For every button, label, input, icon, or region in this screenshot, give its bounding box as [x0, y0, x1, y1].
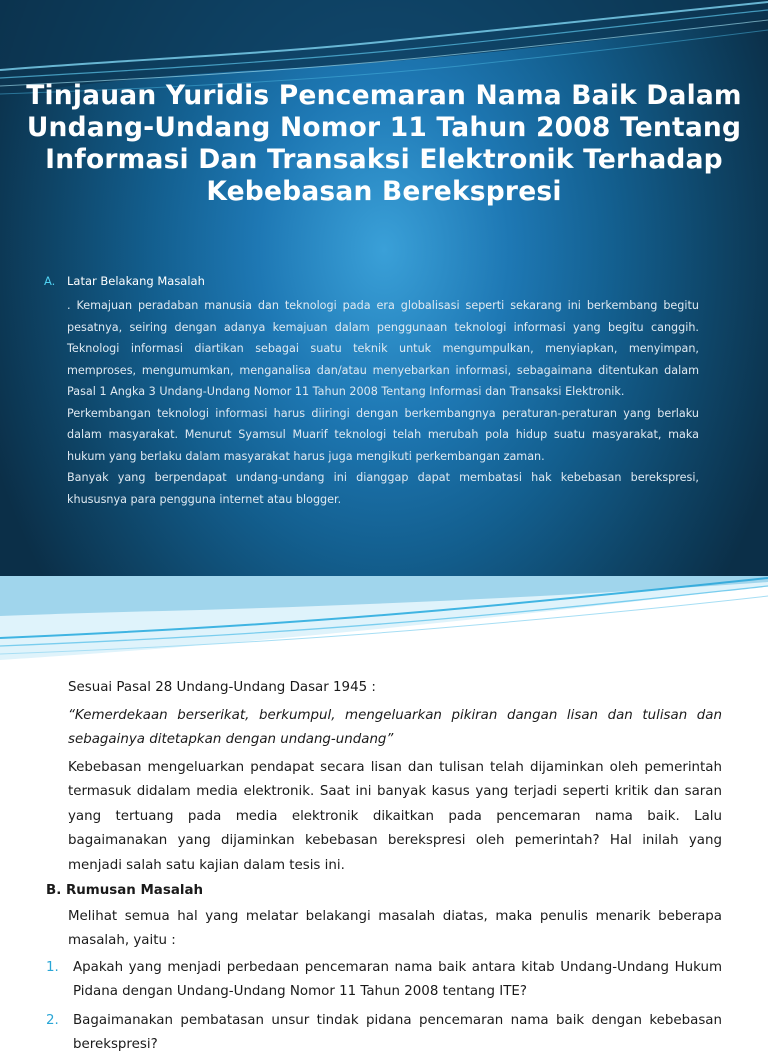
wave-decoration-top: [0, 576, 768, 666]
section-heading-a: [44, 274, 205, 288]
paragraph: Kebebasan mengeluarkan pendapat secara lisan dan tulisan telah dijaminkan oleh pemerintah termasuk didalam media elektronik. Saat ini banyak kasus yang terjadi seperti kritik dan saran yang tertuang pada media elektronik dikaitkan pada pencemaran nama baik. Lalu bagaimanakan yang dijaminkan kebebasan berekspresi oleh pemerintah? Hal inilah yang menjadi salah satu kajian dalam tesis ini.: [68, 759, 722, 873]
list-number: 1.: [46, 959, 59, 975]
list-text: Apakah yang menjadi perbedaan pencemaran nama baik antara kitab Undang-Undang Hukum Pidana dengan Undang-Undang Nomor 11 Tahun 2008 tentang ITE?: [73, 959, 722, 999]
background-text: [67, 295, 699, 510]
paragraph: . Kemajuan peradaban manusia dan teknologi pada era globalisasi seperti sekarang ini berkembang begitu pesatnya, seiring dengan adanya kemajuan dalam penggunaan teknologi informasi yang begitu canggih. Teknologi informasi diartikan sebagai suatu teknik untuk mengumpulkan, menyiapkan, menyimpan, memproses, mengumumkan, menganalisa dan/atau menyebarkan informasi, sebagaimana ditentukan dalam Pasal 1 Angka 3 Undang-Undang Nomor 11 Tahun 2008 Tentang Informasi dan Transaksi Elektronik.: [67, 299, 699, 398]
intro-text: Sesuai Pasal 28 Undang-Undang Dasar 1945 :: [68, 680, 376, 695]
section-letter: A.: [44, 274, 56, 288]
slide-title: Tinjauan Yuridis Pencemaran Nama Baik Dalam Undang-Undang Nomor 11 Tahun 2008 Tentang Informasi Dan Transaksi Elektronik Terhadap Kebebasan Berekspresi: [26, 80, 742, 207]
lead-text: Melihat semua hal yang melatar belakangi masalah diatas, maka penulis menarik beberapa masalah, yaitu :: [68, 908, 722, 948]
section-title: Latar Belakang Masalah: [67, 274, 205, 288]
section-heading-b: B. Rumusan Masalah: [46, 883, 204, 898]
paragraph: Banyak yang berpendapat undang-undang ini dianggap dapat membatasi hak kebebasan berekspresi, khususnya para pengguna internet atau blogger.: [67, 471, 699, 506]
list-text: Bagaimanakan pembatasan unsur tindak pidana pencemaran nama baik dengan kebebasan berekspresi?: [73, 1012, 722, 1052]
paragraph: Perkembangan teknologi informasi harus diiringi dengan berkembangnya peraturan-peraturan yang berlaku dalam masyarakat. Menurut Syamsul Muarif teknologi telah merubah pola hidup suatu masyarakat, maka hukum yang berlaku dalam masyarakat harus juga mengikuti perkembangan zaman.: [67, 406, 699, 463]
list-item: [0, 956, 768, 1005]
list-number: 2.: [46, 1012, 59, 1028]
slide-2-content: [0, 676, 768, 1058]
list-item: [0, 1009, 768, 1058]
quote-text: “Kemerdekaan berserikat, berkumpul, mengeluarkan pikiran dangan lisan dan tulisan dan sebagainya ditetapkan dengan undang-undang”: [68, 707, 722, 747]
slide-2: [0, 576, 768, 1052]
